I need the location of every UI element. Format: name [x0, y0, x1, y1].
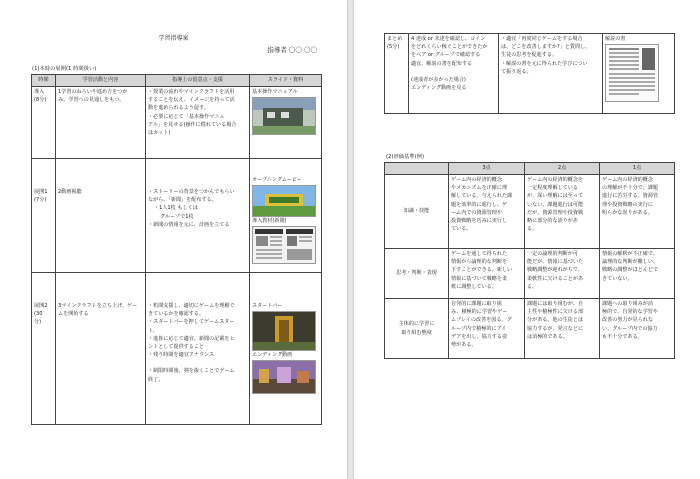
criterion-cell: 主体的に学習に 取り組む態度: [385, 299, 449, 359]
activity-cell: 4 達成 or 未達を確認し、コイン をどれくらい稼ぐことができたか をペア or グループで確認する 適宜、解説の書を配布する (達成者が多かった場合) エンディング動画を見る: [409, 34, 499, 114]
lesson-flow-heading: (1)本時の展開(1 時間扱い): [32, 66, 97, 72]
slide-label: エンディング動画: [252, 352, 293, 359]
header-activity: 学習活動と内容: [56, 75, 146, 87]
rubric-table: [384, 162, 675, 359]
score-3-cell: ゲーム内の経済的概念 やメカニズムを正確に理 解している。与えられた課 題を効率的に進行し、ゲ ーム内での資源管理や 投資戦略を巧みに実行し ている。: [449, 175, 525, 249]
teacher-name: 指導者 〇〇 〇〇: [267, 46, 317, 54]
rubric-row-knowledge: [385, 175, 675, 249]
activity-cell: 1学習のねらいや進め方をつか み、学習への見通しをもつ。: [56, 87, 146, 159]
rubric-header-1: 1点: [600, 163, 675, 175]
rubric-heading: (2)評価基準(例): [386, 154, 425, 160]
score-1-cell: 課題への取り組みが消 極的で、自発的な学習や 改善の努力が見られな い。グループ内での協力 も不十分である。: [600, 299, 675, 359]
score-2-cell: 課題には取り組むが、自 主性や積極性に欠ける部 分がある。他の生徒とは 協力するが、発言などに は消極的である。: [525, 299, 600, 359]
start-bar-thumbnail: [252, 311, 316, 351]
slide-label: スタートバー: [252, 303, 283, 309]
lesson-flow-table: [31, 74, 322, 425]
score-3-cell: 自発的に課題に取り組 み、積極的に学習やゲー ムプレイの改善を図る。グ ループ内で積極的にアイ デアを出し、協力する姿 勢がある。: [449, 299, 525, 359]
activity-cell: 3マインクラフトを立ち上げ、ゲー ムを開始する: [56, 273, 146, 425]
slide-label: 導入教材(新聞): [252, 218, 287, 225]
slide-label: オープニングムービー: [252, 177, 302, 183]
time-cell: 展開1 (7分): [32, 159, 56, 273]
explanation-book-thumbnail: [605, 44, 659, 102]
table-row-intro: [32, 87, 322, 159]
rubric-header-row: [385, 163, 675, 175]
rubric-header-3: 3点: [449, 163, 525, 175]
header-slides: スライド・資料: [250, 75, 322, 87]
opening-movie-thumbnail: [252, 185, 316, 217]
lesson-plan-title: 学習指導案: [158, 35, 189, 42]
time-cell: 導入 (8分): [32, 87, 56, 159]
time-cell: まとめ (5分): [385, 34, 409, 114]
criterion-cell: 知識・技能: [385, 175, 449, 249]
table-header-row: [32, 75, 322, 87]
slides-cell: [603, 34, 675, 114]
header-time: 時間: [32, 75, 56, 87]
left-page: [0, 0, 347, 479]
points-cell: ・机間支援し、適切にゲームを理解で きているかを確認する。 ・スタートバーを押してゲームスター ト。 ・進捗に応じて適宜、新聞の記載をヒ ントとして提供すること ・残り時間を適宜アナウンス ・制限時間後、剣を抜くことでゲーム 終了。: [146, 273, 250, 425]
slides-cell: [250, 87, 322, 159]
score-2-cell: 一定の論理的判断が可 能だが、情報に基づいた 戦略調整が遅れがちで、 柔軟性に欠けることがあ る。: [525, 249, 600, 299]
summary-table: [384, 33, 675, 114]
rubric-row-thinking: [385, 249, 675, 299]
score-2-cell: ゲーム内の経済的概念を 一定程度理解している が、深い理解には至って いない。課題進行は可能 だが、資源管理や投資戦 略に部分的な誤りがあ る。: [525, 175, 600, 249]
points-cell: ・ストーリーの背景をつかんでもらい ながら、「新聞」を配布する。 ・1人1枚 もしくは グループで1枚 ・新聞の情報を元に、計画を立てる: [146, 159, 250, 273]
slides-cell: [250, 159, 322, 273]
slide-label: 基本操作マニュアル: [252, 89, 298, 95]
rubric-row-attitude: [385, 299, 675, 359]
time-cell: 展開2 (30 分): [32, 273, 56, 425]
rubric-header-2: 2点: [525, 163, 600, 175]
table-row-develop1: [32, 159, 322, 273]
score-1-cell: ゲーム内の経済的概念 の理解が不十分で、課題 進行に苦労する。資源管 理や投資戦略の実行に 明らかな誤りがある。: [600, 175, 675, 249]
table-row-develop2: [32, 273, 322, 425]
ending-movie-thumbnail: [252, 360, 316, 394]
right-page: [354, 0, 700, 479]
criterion-cell: 思考・判断・表現: [385, 249, 449, 299]
newspaper-thumbnail: [252, 226, 316, 264]
slide-label: 解説の書: [605, 36, 626, 42]
activity-cell: 2動画視聴: [56, 159, 146, 273]
score-3-cell: ゲームを通して得られた 情報から論理的な判断を 下すことができる。新しい 情報に基づいて戦略を柔 軟に調整している。: [449, 249, 525, 299]
header-points: 指導上の留意点・支援: [146, 75, 250, 87]
manual-thumbnail: [252, 97, 316, 135]
points-cell: ・適宜「再度同じゲームをする場合 は、どこを改善しますか?」と質問し、 生徒の思考を促進する。 ・解説の書を元に得られた学びについ て振り返る。: [499, 34, 603, 114]
score-1-cell: 情報の解釈が不正確で、 論理的な判断が難しい。 戦略の調整がほとんどで きていない。: [600, 249, 675, 299]
slides-cell: [250, 273, 322, 425]
points-cell: ・授業の流れやマインクラフトを活用 することを伝え、イメージを持って活 動を進められるよう促す。 ・必要に応じて「基本操作マニュ アル」を見せる(操作に慣れている場合 はカット): [146, 87, 250, 159]
table-row-summary: [385, 34, 675, 114]
